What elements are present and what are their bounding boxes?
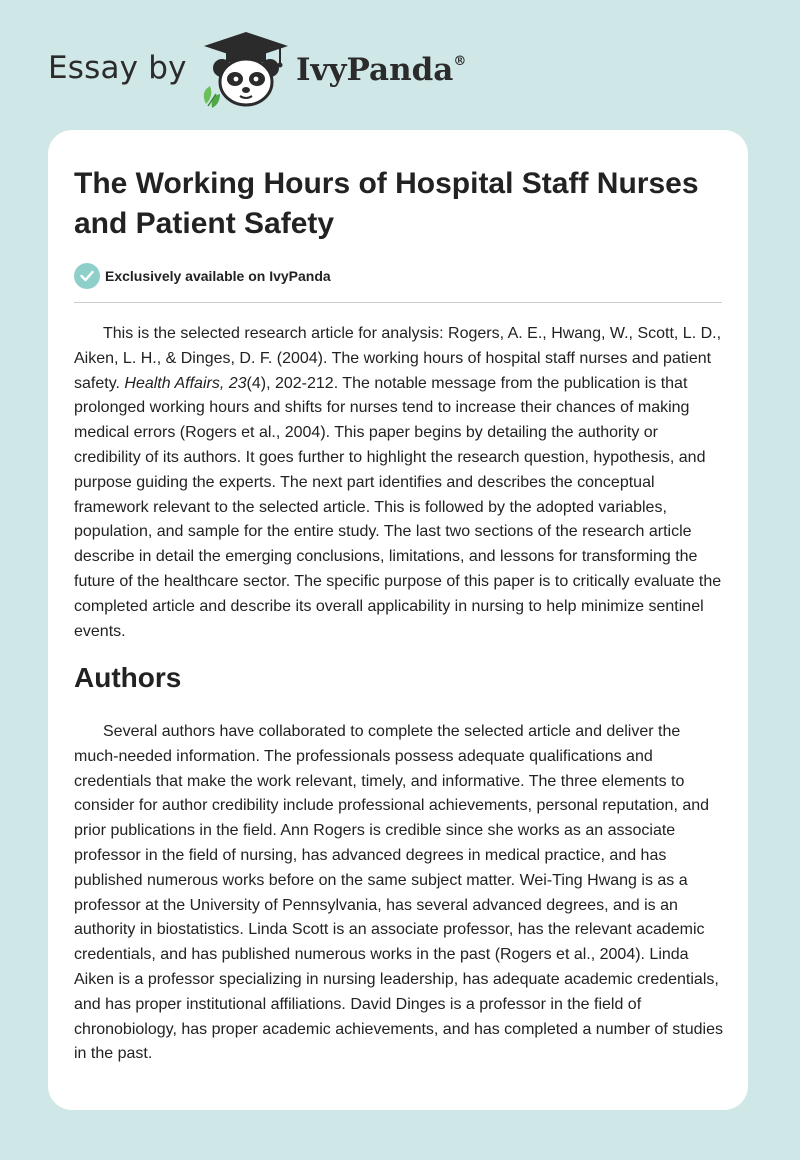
check-circle-icon [74,263,100,289]
brand-name-text: IvyPanda [296,52,454,88]
intro-text-part2: (4), 202-212. The notable message from the publication is that prolonged working hours and shifts for nurses tend to increase their chances of making medical errors (Rogers et al., 2004). This paper begins by detailing the authority or credibility of its authors. It goes further to highlight the research question, hypothesis, and purpose guiding the experts. The next part identifies and describes the conceptual framework relevant to the selected article. This is followed by the adopted variables, population, and sample for the entire study. The last two sections of the research article describe in detail the emerging conclusions, limitations, and lessons for transforming the future of the healthcare sector. The specific purpose of this paper is to critically evaluate the completed article and describe its overall applicability in nursing to help minimize sentinel events. [74,374,722,640]
authors-paragraph: Several authors have collaborated to complete the selected article and deliver the much-needed information. The professionals possess adequate qualifications and credentials that make the work relevant, timely, and informative. The three elements to consider for author credibility include professional achievements, personal reputation, and prior publications in the field. Ann Rogers is credible since she works as an associate professor in the field of nursing, has advanced degrees in medical practice, and has published numerous works before on the same subject matter. Wei-Ting Hwang is as a professor at the University of Pennsylvania, has several advanced degrees, and is an authority in biostatistics. Linda Scott is an associate professor, has the relevant academic credentials, and has published numerous works in the past (Rogers et al., 2004). Linda Aiken is a professor specializing in nursing leadership, has adequate academic credentials, and has proper institutional affiliations. David Dinges is a professor in the field of chronobiology, has proper academic achievements, and has completed a number of studies in the past. [74,723,723,1063]
essay-by-label: Essay by [48,50,187,86]
page-title: The Working Hours of Hospital Staff Nurses and Patient Safety [74,167,699,240]
panda-logo-icon[interactable] [198,30,294,110]
registered-mark: ® [453,54,467,69]
intro-text-part1: This is the selected research article for analysis: Rogers, A. E., Hwang, W., Scott, L. D., Aiken, L. H., & Dinges, D. F. (2004). The working hours of hospital staff nurses and patient safety. [74,325,722,392]
brand-name[interactable] [296,52,466,88]
divider [74,302,722,303]
journal-name: Health Affairs, 23 [124,374,247,392]
section-heading-authors: Authors [74,662,182,693]
intro-paragraph [74,322,724,644]
site-header [0,0,800,130]
essay-card [48,130,748,1110]
exclusive-badge-label: Exclusively available on IvyPanda [105,268,331,284]
